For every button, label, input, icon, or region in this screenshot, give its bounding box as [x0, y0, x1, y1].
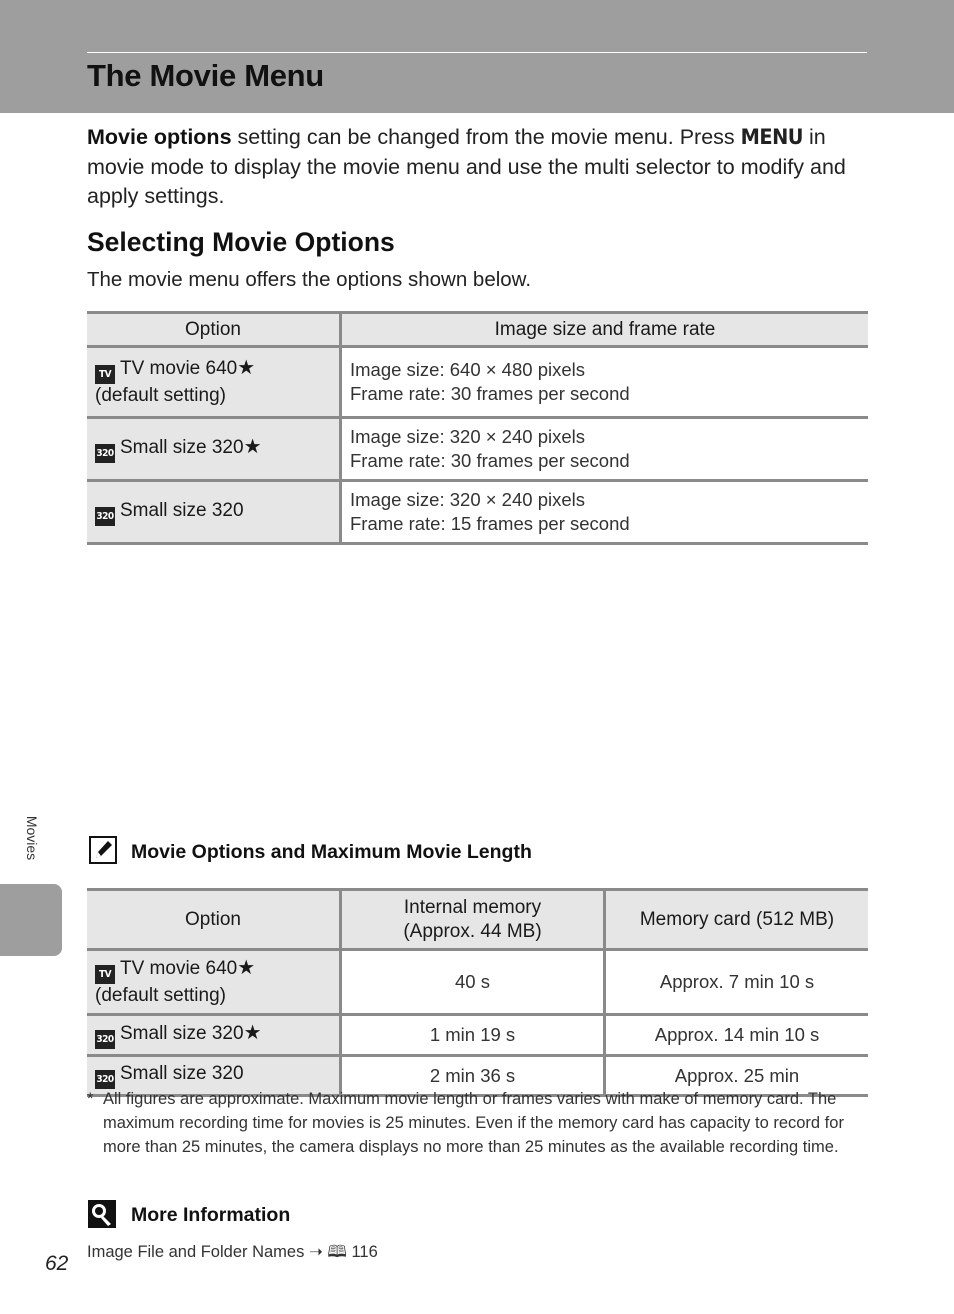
- card-cell: Approx. 7 min 10 s: [605, 950, 869, 1015]
- tv-movie-icon: TV: [95, 365, 115, 384]
- page-title: The Movie Menu: [87, 58, 324, 93]
- internal-header-line1: Internal memory: [403, 896, 542, 918]
- arrow-icon: ➝: [308, 1243, 323, 1261]
- star-icon: ★: [237, 357, 256, 379]
- tv-movie-icon: TV: [95, 965, 115, 984]
- length-col-option: Option: [87, 890, 341, 950]
- page-reference[interactable]: 116: [351, 1243, 378, 1261]
- section-description: The movie menu offers the options shown below.: [87, 268, 532, 291]
- option-label: Small size 320: [120, 1023, 244, 1044]
- book-icon: 🕮: [327, 1243, 347, 1261]
- table-row: [87, 347, 868, 418]
- more-info-title: More Information: [131, 1204, 291, 1226]
- star-icon: ★: [243, 1022, 262, 1044]
- cross-reference-text[interactable]: Image File and Folder Names: [87, 1243, 305, 1261]
- frame-rate-text: Frame rate: 30 frames per second: [350, 383, 630, 404]
- table-row: [87, 481, 868, 544]
- option-cell: [87, 481, 341, 544]
- option-label: TV movie 640: [120, 958, 238, 979]
- internal-cell: 2 min 36 s: [341, 1056, 605, 1096]
- option-label: Small size 320: [120, 1063, 244, 1084]
- table-row: [87, 418, 868, 481]
- header-rule: [87, 52, 867, 53]
- card-cell: Approx. 14 min 10 s: [605, 1015, 869, 1056]
- value-cell: [341, 347, 869, 418]
- cross-reference[interactable]: [87, 1240, 378, 1268]
- length-col-card: Memory card (512 MB): [605, 890, 869, 950]
- intro-text-2: in movie mode to display the movie menu and use the multi selector to modify and apply settings.: [87, 125, 846, 208]
- frame-rate-text: Frame rate: 15 frames per second: [350, 513, 630, 534]
- footnote-text: All figures are approximate. Maximum movie length or frames varies with make of memory card. The maximum recording time for movies is 25 minutes. Even if the memory card has capacity to record for more than 25 minutes, the camera displays no more than 25 minutes as the available recording time.: [103, 1090, 844, 1156]
- option-label: Small size 320: [120, 437, 244, 458]
- table-row: [87, 950, 868, 1015]
- internal-cell: 1 min 19 s: [341, 1015, 605, 1056]
- options-col-size: Image size and frame rate: [341, 313, 869, 347]
- option-cell: [87, 950, 341, 1015]
- intro-text-1: setting can be changed from the movie menu. Press: [231, 125, 741, 149]
- menu-button-glyph: MENU: [740, 125, 804, 150]
- options-table-header: [87, 313, 868, 347]
- option-cell: [87, 1015, 341, 1056]
- header-band: [0, 0, 954, 113]
- note-title: Movie Options and Maximum Movie Length: [131, 841, 532, 863]
- small-size-320-icon: 320: [95, 1070, 115, 1089]
- options-col-option: Option: [87, 313, 341, 347]
- frame-rate-text: Frame rate: 30 frames per second: [350, 450, 630, 471]
- page-number: 62: [45, 1252, 69, 1275]
- card-cell: Approx. 25 min: [605, 1056, 869, 1096]
- small-size-320-icon: 320: [95, 444, 115, 463]
- option-label: Small size 320: [120, 499, 244, 521]
- intro-bold-term: Movie options: [87, 125, 232, 149]
- intro-paragraph: [87, 123, 872, 212]
- star-icon: ★: [243, 436, 262, 458]
- footnote-mark: *: [87, 1090, 94, 1108]
- length-table-header: [87, 890, 868, 950]
- option-sub: (default setting): [95, 385, 226, 406]
- image-size-text: Image size: 320 × 240 pixels: [350, 426, 585, 447]
- small-size-320-icon: 320: [95, 507, 115, 526]
- option-label: TV movie 640: [120, 358, 238, 379]
- magnifier-info-icon: [87, 1199, 117, 1229]
- option-sub: (default setting): [95, 985, 226, 1006]
- option-cell: [87, 418, 341, 481]
- internal-header-line2: (Approx. 44 MB): [403, 920, 542, 942]
- image-size-text: Image size: 640 × 480 pixels: [350, 359, 585, 380]
- sidebar-label: Movies: [24, 815, 40, 861]
- value-cell: [341, 418, 869, 481]
- length-table: [87, 888, 868, 1097]
- table-row: [87, 1015, 868, 1056]
- value-cell: [341, 481, 869, 544]
- options-table: [87, 311, 868, 545]
- sidebar-tab: [0, 884, 62, 956]
- image-size-text: Image size: 320 × 240 pixels: [350, 489, 585, 510]
- star-icon: ★: [237, 957, 256, 979]
- footnote: [87, 1087, 862, 1159]
- section-title: Selecting Movie Options: [87, 227, 395, 257]
- internal-cell: 40 s: [341, 950, 605, 1015]
- length-col-internal: [341, 890, 605, 950]
- pencil-note-icon: [89, 836, 117, 864]
- small-size-320-icon: 320: [95, 1030, 115, 1049]
- option-cell: [87, 347, 341, 418]
